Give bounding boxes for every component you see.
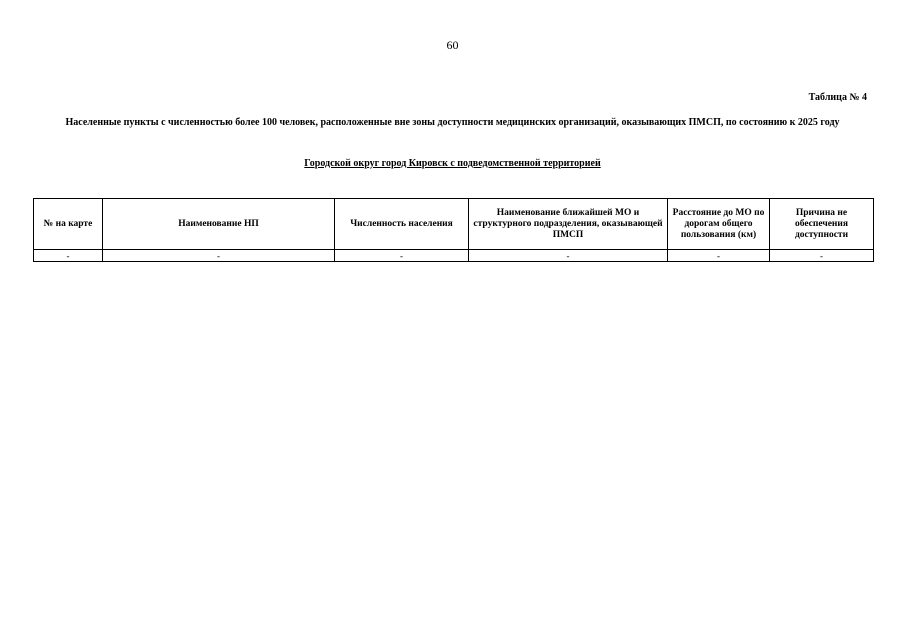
table-row: [34, 250, 874, 262]
header-reason: Причина не обеспечения доступности: [770, 199, 874, 250]
header-map-number: № на карте: [34, 199, 103, 250]
cell-settlement-name: -: [103, 250, 335, 262]
document-title: Населенные пункты с численностью более 100 человек, расположенные вне зоны доступности медицинских организаций, оказывающих ПМСП, по состоянию к 2025 году: [65, 117, 840, 128]
header-distance: Расстояние до МО по дорогам общего пользования (км): [668, 199, 770, 250]
header-population: Численность населения: [335, 199, 469, 250]
table-label: Таблица № 4: [808, 92, 867, 103]
data-table: [33, 198, 874, 262]
header-settlement-name: Наименование НП: [103, 199, 335, 250]
cell-population: -: [335, 250, 469, 262]
cell-map-number: -: [34, 250, 103, 262]
table-header-row: [34, 199, 874, 250]
page-number: 60: [446, 38, 459, 52]
header-nearest-mo: Наименование ближайшей МО и структурного подразделения, оказывающей ПМСП: [469, 199, 668, 250]
cell-reason: -: [770, 250, 874, 262]
cell-distance: -: [668, 250, 770, 262]
document-subtitle: Городской округ город Кировск с подведомственной территорией: [304, 158, 601, 169]
cell-nearest-mo: -: [469, 250, 668, 262]
